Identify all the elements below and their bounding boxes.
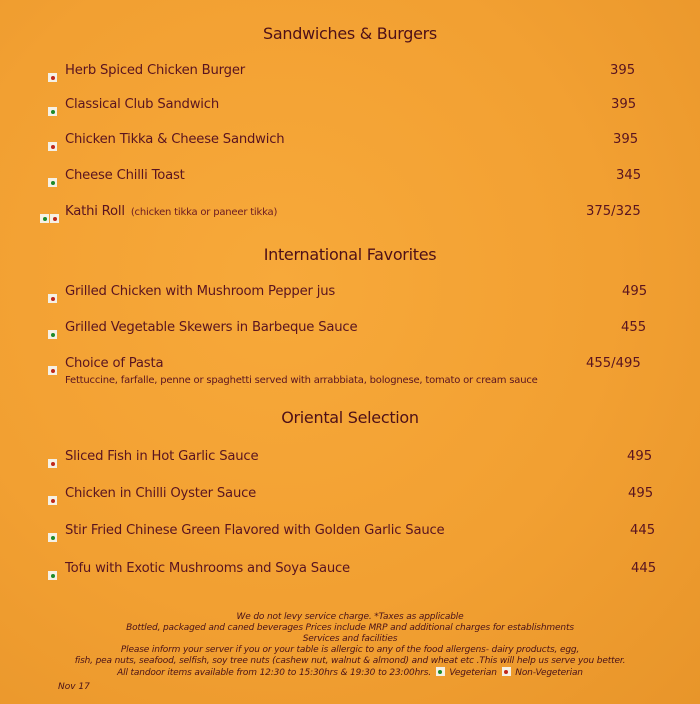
menu-item <box>38 485 678 507</box>
item-price: 495 <box>628 486 654 501</box>
section-title-international-favorites: International Favorites <box>263 245 437 264</box>
item-name: Stir Fried Chinese Green Flavored with Golden Garlic Sauce <box>65 523 445 538</box>
section-title-sandwiches-burgers: Sandwiches & Burgers <box>263 24 437 43</box>
section-title-oriental-selection: Oriental Selection <box>281 408 419 427</box>
item-note: (chicken tikka or paneer tikka) <box>130 207 278 218</box>
menu-item <box>38 283 678 305</box>
item-name: Cheese Chilli Toast <box>65 168 185 183</box>
item-name: Tofu with Exotic Mushrooms and Soya Sauce <box>65 561 350 576</box>
vegetarian-icon <box>48 178 57 187</box>
item-name: Chicken Tikka & Cheese Sandwich <box>65 132 285 147</box>
item-name: Sliced Fish in Hot Garlic Sauce <box>65 449 259 464</box>
item-name: Classical Club Sandwich <box>65 97 219 112</box>
item-price: 495 <box>627 449 653 464</box>
footer-services: Services and facilities <box>302 634 398 644</box>
non-vegetarian-icon <box>48 294 57 303</box>
item-description: Fettuccine, farfalle, penne or spaghetti served with arrabbiata, bolognese, tomato or cream sauce <box>65 375 538 386</box>
item-price: 345 <box>616 168 642 183</box>
item-price: 445 <box>630 523 656 538</box>
menu-item <box>38 131 678 153</box>
non-vegetarian-icon <box>48 459 57 468</box>
vegetarian-icon <box>40 214 49 223</box>
item-name: Grilled Chicken with Mushroom Pepper jus <box>65 284 336 299</box>
menu-item <box>38 62 678 84</box>
menu-item <box>38 355 678 377</box>
non-vegetarian-icon <box>48 496 57 505</box>
menu-date: Nov 17 <box>58 682 90 692</box>
menu-item <box>38 167 678 189</box>
item-price: 395 <box>611 97 637 112</box>
item-price: 395 <box>610 63 636 78</box>
vegetarian-icon <box>48 571 57 580</box>
menu-item <box>38 448 678 470</box>
menu-item <box>38 522 678 544</box>
menu-item <box>38 319 678 341</box>
item-price: 375/325 <box>586 204 641 219</box>
non-vegetarian-icon <box>48 142 57 151</box>
footer-tandoor: All tandoor items available from 12:30 to 15:30hrs & 19:30 to 23:00hrs. <box>117 668 431 678</box>
item-price: 395 <box>613 132 639 147</box>
non-vegetarian-icon <box>502 667 511 676</box>
item-price: 495 <box>622 284 648 299</box>
legend-non-vegetarian: Non-Vegeterian <box>515 668 583 678</box>
footer-service-charge: We do not levy service charge. *Taxes as applicable <box>236 612 464 622</box>
item-name <box>65 204 277 219</box>
menu-item <box>38 560 678 582</box>
item-name-text: Kathi Roll <box>65 204 125 219</box>
footer-notes <box>0 612 700 679</box>
footer-tandoor-legend <box>0 667 700 679</box>
item-price: 455 <box>621 320 647 335</box>
menu-item <box>38 96 678 118</box>
vegetarian-icon <box>48 107 57 116</box>
item-name: Herb Spiced Chicken Burger <box>65 63 245 78</box>
legend-vegetarian: Vegeterian <box>449 668 497 678</box>
non-vegetarian-icon <box>48 366 57 375</box>
non-vegetarian-icon <box>50 214 59 223</box>
vegetarian-icon <box>436 667 445 676</box>
vegetarian-icon <box>48 533 57 542</box>
menu-item <box>38 203 678 225</box>
item-name: Grilled Vegetable Skewers in Barbeque Sauce <box>65 320 358 335</box>
footer-allergens: Please inform your server if you or your table is allergic to any of the food allergens- dairy products, egg, <box>120 645 580 655</box>
non-vegetarian-icon <box>48 73 57 82</box>
item-price: 455/495 <box>586 356 641 371</box>
item-name: Choice of Pasta <box>65 356 164 371</box>
footer-beverages: Bottled, packaged and caned beverages Prices include MRP and additional charges for establishments <box>126 623 574 633</box>
footer-allergens-list: fish, pea nuts, seafood, selfish, soy tree nuts (cashew nut, walnut & almond) and wheat etc .This will help us serve you better. <box>74 656 626 666</box>
item-price: 445 <box>631 561 657 576</box>
vegetarian-icon <box>48 330 57 339</box>
item-name: Chicken in Chilli Oyster Sauce <box>65 486 257 501</box>
